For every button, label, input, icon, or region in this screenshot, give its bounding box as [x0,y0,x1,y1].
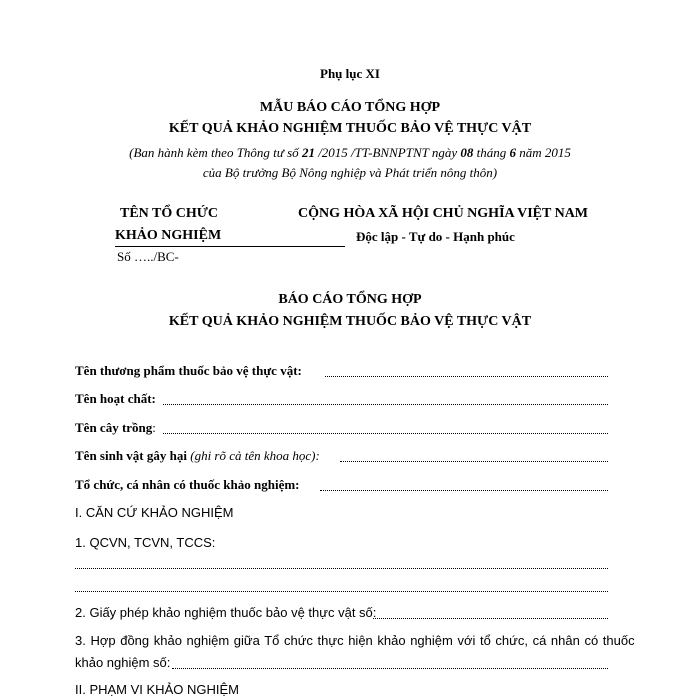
section-1-item-2-blank [373,618,608,619]
issuance-line2: của Bộ trưởng Bộ Nông nghiệp và Phát triển nông thôn) [202,165,498,180]
org-name-line1: TÊN TỔ CHỨC [120,206,219,221]
field-organization: Tổ chức, cá nhân có thuốc khảo nghiệm: [75,477,300,492]
field-trade-name-blank [325,376,608,377]
org-underline [115,246,345,247]
section-1-item-1-blank-b [75,591,608,592]
field-active-ingredient: Tên hoạt chất: [75,391,156,406]
section-1-heading: I. CĂN CỨ KHẢO NGHIỆM [75,505,234,520]
issuance-line1: (Ban hành kèm theo Thông tư số 21 /2015 /TT-BNNPTNT ngày 08 tháng 6 năm 2015 [129,145,571,160]
field-crop: Tên cây trồng: [75,420,156,435]
field-organization-blank [320,490,608,491]
nation-motto: Độc lập - Tự do - Hạnh phúc [356,229,515,244]
section-2-heading: II. PHẠM VI KHẢO NGHIỆM [75,682,239,697]
section-1-item-1-blank-a [75,568,608,569]
report-title-line1: BÁO CÁO TỔNG HỢP [278,292,422,307]
section-1-item-2: 2. Giấy phép khảo nghiệm thuốc bảo vệ thực vật số: [75,605,377,620]
field-pest: Tên sinh vật gây hại (ghi rõ cả tên khoa học): [75,448,320,463]
section-1-item-1: 1. QCVN, TCVN, TCCS: [75,535,216,550]
form-title-line1: MẪU BÁO CÁO TỔNG HỢP [259,100,441,115]
field-crop-blank [163,433,608,434]
field-pest-blank [340,461,608,462]
report-title-line2: KẾT QUẢ KHẢO NGHIỆM THUỐC BẢO VỆ THỰC VẬT [168,314,532,329]
appendix-label: Phụ lục XI [320,66,380,81]
org-name-line2: KHẢO NGHIỆM [115,228,222,243]
field-active-ingredient-blank [163,404,608,405]
nation-name: CỘNG HÒA XÃ HỘI CHỦ NGHĨA VIỆT NAM [298,206,589,221]
field-trade-name: Tên thương phẩm thuốc bảo vệ thực vật: [75,363,302,378]
section-1-item-3-blank [172,668,608,669]
section-1-item-3-line2: khảo nghiệm số: [75,655,171,670]
section-1-item-3-line1: 3. Hợp đồng khảo nghiệm giữa Tổ chức thực hiện khảo nghiệm với tổ chức, cá nhân có thuốc [75,633,635,648]
report-number: Số …../BC- [117,249,179,264]
form-title-line2: KẾT QUẢ KHẢO NGHIỆM THUỐC BẢO VỆ THỰC VẬT [168,121,532,136]
